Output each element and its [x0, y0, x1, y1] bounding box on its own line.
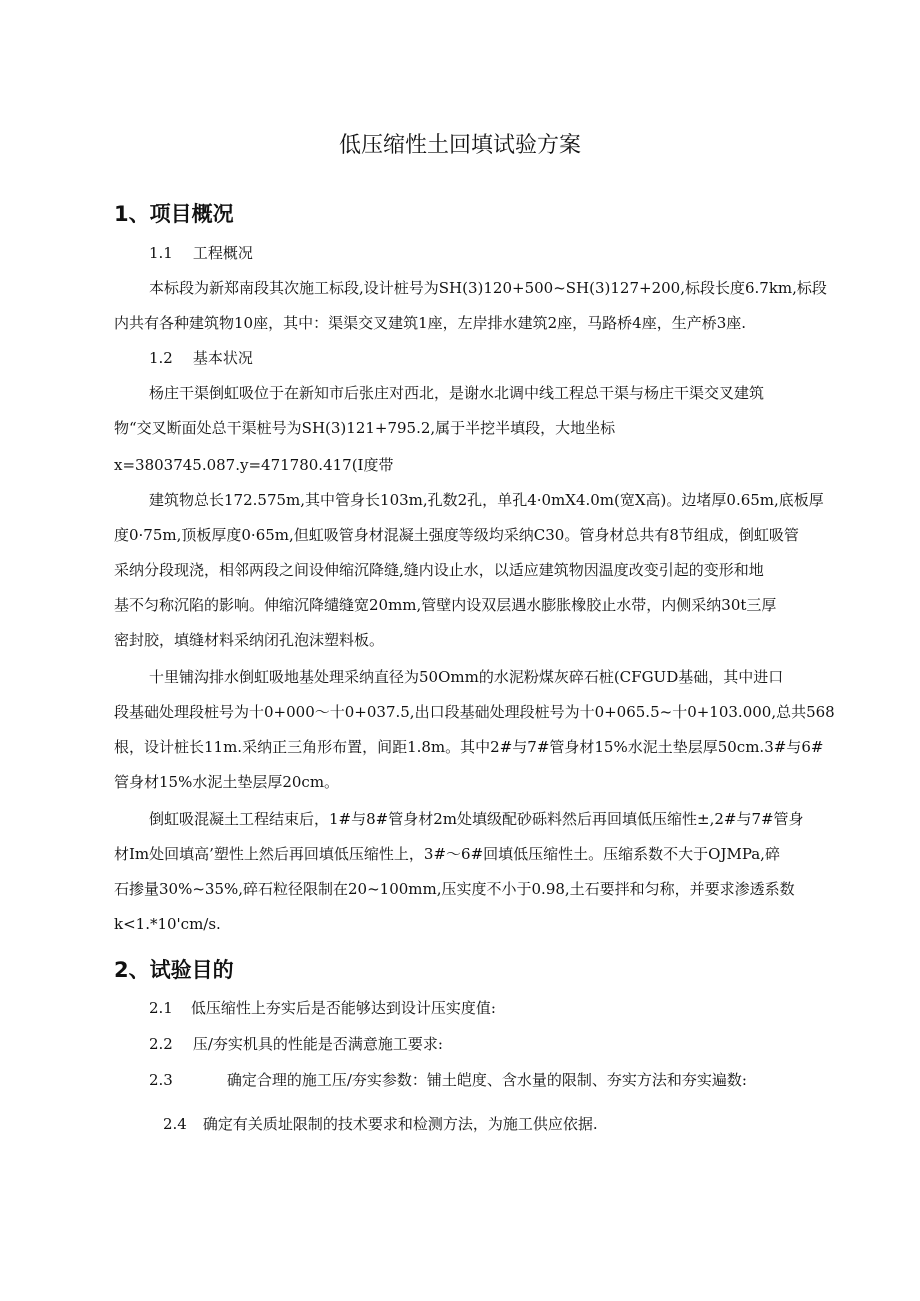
item-text: 确定有关质址限制的技术要求和检测方法，为施工供应依据.: [202, 1115, 598, 1133]
paragraph-line: 杨庄干渠倒虹吸位于在新知市后张庄对西北，是谢水北调中线工程总干渠与杨庄干渠交叉建筑: [149, 384, 765, 402]
paragraph-line: 倒虹吸混凝土工程结束后，1#与8#管身材2m处填级配砂砾料然后再回填低压缩性±,2#与7#管身: [149, 810, 804, 828]
item-number: 2.3: [149, 1071, 173, 1089]
item-text: 确定合理的施工压/夯实参数：铺土皑度、含水量的限制、夯实方法和夯实遍数:: [226, 1071, 747, 1089]
page-title: 低压缩性土回填试验方案: [338, 133, 581, 158]
list-item: [149, 1034, 443, 1054]
paragraph-line: 物“交叉断面处总干渠桩号为SH(3)121+795.2,属于半挖半填段，大地坐标: [114, 419, 616, 437]
list-item: [149, 998, 496, 1018]
subsection-1-1: [149, 243, 253, 263]
paragraph-line: 基不匀称沉陷的影响。伸缩沉降缱缝宽20mm,管壁内设双层遇水膨胀橡胶止水带，内侧采纳30t三厚: [114, 596, 777, 614]
paragraph-line: k<1.*10'cm∕s.: [114, 915, 221, 933]
section-heading-2: 2、试验目的: [114, 958, 234, 982]
list-item: [149, 1070, 747, 1090]
paragraph-line: 管身材15%水泥土垫层厚20cm。: [114, 773, 340, 791]
paragraph-line: x=3803745.087.y=471780.417(I度带: [114, 456, 394, 474]
paragraph-line: 采纳分段现浇，相邻两段之间设伸缩沉降缝,缝内设止水，以适应建筑物因温度改变引起的变形和地: [114, 561, 764, 579]
paragraph-line: 根，设计桩长11m.采纳正三角形布置，间距1.8m。其中2#与7#管身材15%水泥土垫层厚50cm.3#与6#: [114, 738, 824, 756]
subsection-number: 1.2: [149, 349, 173, 367]
paragraph-line: 本标段为新郑南段其次施工标段,设计桩号为SH(3)120+500~SH(3)127+200,标段长度6.7km,标段: [149, 279, 827, 297]
subsection-title: 工程概况: [192, 244, 253, 262]
paragraph-line: 十里铺沟排水倒虹吸地基处理采纳直径为50Omm的水泥粉煤灰碎石桩(CFGUD基础，其中进口: [149, 668, 784, 686]
paragraph-line: 段基础处理段桩号为十0+000～十0+037.5,出口段基础处理段桩号为十0+065.5~十0+103.000,总共568: [114, 703, 835, 721]
paragraph-line: 材Im处回填高’塑性上然后再回填低压缩性上，3#～6#回填低压缩性土。压缩系数不大于OJMPa,碎: [114, 845, 780, 863]
item-number: 2.1: [149, 999, 173, 1017]
item-text: 低压缩性上夯实后是否能够达到设计压实度值:: [190, 999, 496, 1017]
paragraph-line: 密封胶，填缝材料采纳闭孔泡沫塑料板。: [114, 631, 385, 649]
subsection-title: 基本状况: [192, 349, 253, 367]
subsection-number: 1.1: [149, 244, 173, 262]
paragraph-line: 度0·75m,顶板厚度0·65m,但虹吸管身材混凝土强度等级均采纳C30。管身材总共有8节组成，倒虹吸管: [114, 526, 799, 544]
paragraph-line: 内共有各种建筑物10座，其中：渠渠交叉建筑1座，左岸排水建筑2座，马路桥4座，生产桥3座.: [114, 314, 747, 332]
section-heading-1: 1、项目概况: [114, 202, 234, 226]
subsection-1-2: [149, 348, 253, 368]
list-item: [163, 1114, 598, 1134]
item-number: 2.4: [163, 1115, 187, 1133]
item-number: 2.2: [149, 1035, 173, 1053]
item-text: 压/夯实机具的性能是否满意施工要求:: [192, 1035, 443, 1053]
paragraph-line: 建筑物总长172.575m,其中管身长103m,孔数2孔，单孔4·0mX4.0m(宽X高)。边堵厚0.65m,底板厚: [149, 491, 824, 509]
paragraph-line: 石掺量30%~35%,碎石粒径限制在20~100mm,压实度不小于0.98,土石要拌和匀称，并要求渗透系数: [114, 880, 795, 898]
